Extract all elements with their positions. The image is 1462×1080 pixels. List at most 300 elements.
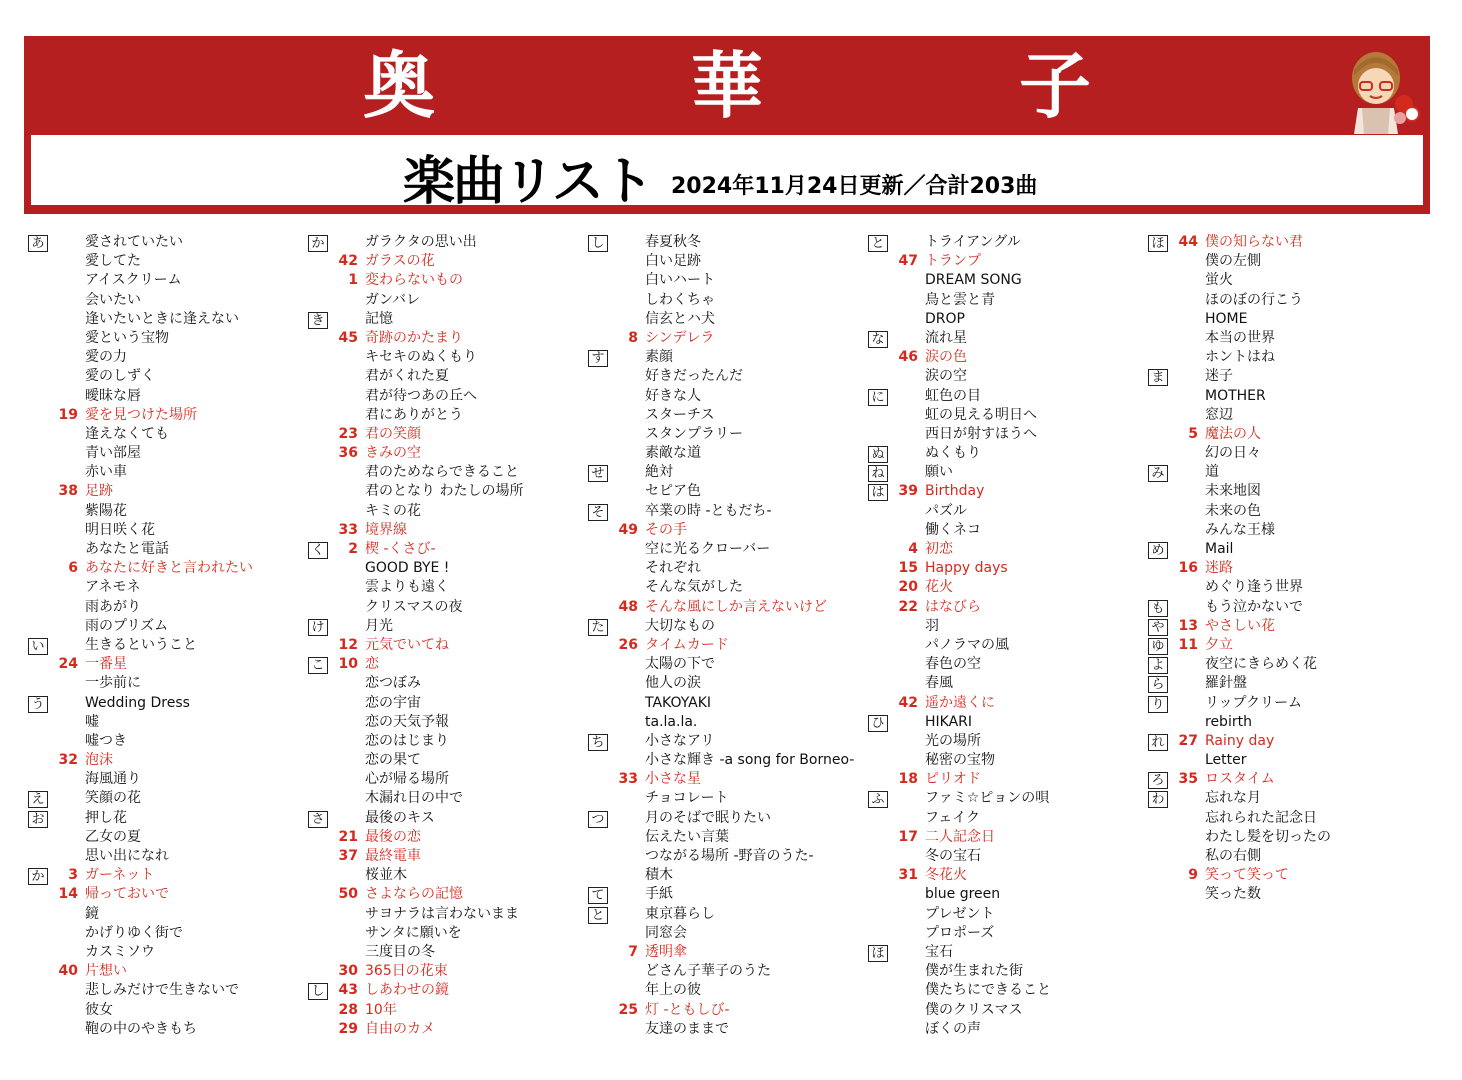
list-item (28, 233, 308, 252)
song-number: 2 (348, 541, 358, 557)
song-title: ロスタイム (1205, 771, 1275, 788)
song-title: アネモネ (85, 579, 141, 596)
list-item (868, 847, 1148, 866)
song-title: 楔 -くさび- (365, 541, 436, 557)
list-item (588, 252, 868, 271)
song-title: 笑って笑って (1205, 867, 1289, 884)
kana-index: よ (1148, 657, 1168, 674)
song-column (588, 233, 868, 1039)
song-number: 44 (1178, 234, 1198, 250)
song-title: 心が帰る場所 (365, 771, 449, 788)
kana-index: ろ (1148, 772, 1168, 789)
list-item (868, 636, 1148, 655)
song-title: 白いハート (645, 272, 715, 289)
list-item (28, 751, 308, 770)
kana-index: ひ (868, 715, 888, 732)
song-title: 手紙 (645, 886, 673, 903)
song-title: サンタに願いを (365, 924, 462, 941)
list-item (588, 674, 868, 693)
list-item (868, 674, 1148, 693)
list-item (588, 655, 868, 674)
song-title: 遥か遠くに (925, 694, 995, 711)
song-number: 17 (898, 828, 918, 845)
list-item (868, 329, 1148, 348)
song-title: 僕のクリスマス (925, 1001, 1023, 1018)
song-number: 49 (618, 521, 638, 538)
song-number: 6 (68, 560, 78, 577)
list-item (588, 789, 868, 808)
list-item (868, 751, 1148, 770)
song-title: 冬花火 (925, 867, 967, 884)
list-item (308, 847, 588, 866)
song-number: 39 (898, 483, 918, 500)
list-item (308, 713, 588, 732)
song-title: GOOD BYE ! (365, 560, 450, 577)
song-title: 愛を見つけた場所 (85, 406, 197, 423)
song-number: 33 (618, 771, 638, 788)
list-item (308, 770, 588, 789)
list-item (308, 885, 588, 904)
list-item (308, 809, 588, 828)
song-number: 26 (618, 636, 638, 653)
list-item (588, 387, 868, 406)
song-number: 48 (618, 598, 638, 615)
kana-index: こ (308, 657, 328, 674)
song-title: 友達のままで (645, 1020, 729, 1037)
list-item (588, 636, 868, 655)
list-item (308, 406, 588, 425)
list-item (28, 329, 308, 348)
song-title: めぐり逢う世界 (1205, 579, 1303, 596)
kana-index: か (308, 235, 328, 252)
song-title: 恋のはじまり (365, 732, 449, 749)
list-item (868, 252, 1148, 271)
list-item (308, 866, 588, 885)
song-column (1148, 233, 1428, 905)
song-title: 足跡 (85, 483, 113, 500)
list-item (868, 233, 1148, 252)
song-title: 伝えたい言葉 (645, 828, 729, 845)
song-title: 白い足跡 (645, 253, 701, 270)
song-title: 雨あがり (85, 598, 141, 615)
song-title: rebirth (1205, 713, 1252, 730)
song-number: 7 (628, 943, 638, 960)
song-number: 25 (618, 1001, 638, 1018)
song-title: 記憶 (365, 310, 393, 327)
song-title: 同窓会 (645, 924, 687, 941)
list-item (868, 271, 1148, 290)
song-title: しわくちゃ (645, 291, 715, 308)
song-title: 春風 (925, 675, 953, 692)
song-title: Wedding Dress (85, 694, 190, 711)
list-item (1148, 291, 1428, 310)
song-number: 50 (338, 886, 358, 903)
list-item (28, 1001, 308, 1020)
kana-index: つ (588, 811, 608, 828)
song-title: 光の場所 (925, 732, 981, 749)
list-item (588, 1001, 868, 1020)
song-title: ぼくの声 (925, 1020, 981, 1037)
list-item (1148, 444, 1428, 463)
song-title: 忘れな月 (1205, 790, 1261, 807)
song-title: 信玄とハ犬 (645, 310, 715, 327)
list-item (28, 252, 308, 271)
song-title: タイムカード (645, 636, 729, 653)
song-number: 42 (898, 694, 918, 711)
list-item (1148, 463, 1428, 482)
song-title: パズル (925, 502, 967, 519)
list-item (868, 598, 1148, 617)
list-item (1148, 310, 1428, 329)
song-title: 奇跡のかたまり (365, 329, 463, 346)
song-title: 未来の色 (1205, 502, 1261, 519)
song-column (28, 233, 308, 1039)
song-title: 迷路 (1205, 560, 1233, 577)
song-title: シンデレラ (645, 329, 715, 346)
song-title: やさしい花 (1205, 617, 1275, 634)
song-title: 私の右側 (1205, 848, 1261, 864)
song-number: 19 (58, 406, 78, 423)
list-item (588, 732, 868, 751)
list-item (588, 905, 868, 924)
song-title: 虹の見える明日へ (925, 406, 1037, 423)
list-item (28, 367, 308, 386)
song-title: 夜空にきらめく花 (1205, 656, 1317, 673)
list-item (588, 444, 868, 463)
song-title: 僕たちにできること (925, 982, 1051, 999)
song-title: ピリオド (925, 771, 981, 788)
song-title: 初恋 (925, 541, 953, 557)
list-item (28, 789, 308, 808)
list-item (308, 636, 588, 655)
list-item (308, 905, 588, 924)
list-item (868, 387, 1148, 406)
song-title: 道 (1205, 464, 1219, 481)
list-item (1148, 809, 1428, 828)
list-item (28, 924, 308, 943)
song-title: 逢いたいときに逢えない (85, 310, 239, 327)
header-banner (24, 36, 1430, 214)
song-title: 笑った数 (1205, 886, 1261, 903)
song-title: 帰っておいで (85, 886, 169, 903)
list-item (308, 617, 588, 636)
list-item (308, 252, 588, 271)
list-item (28, 310, 308, 329)
song-title: 笑顔の花 (85, 790, 141, 807)
song-title: 最終電車 (365, 848, 421, 864)
list-item (28, 981, 308, 1000)
song-title: わたし髪を切ったの (1205, 828, 1331, 845)
list-item (1148, 770, 1428, 789)
list-item (308, 1020, 588, 1039)
song-title: 会いたい (85, 291, 141, 308)
song-title: 愛されていたい (85, 234, 183, 250)
kana-index: も (1148, 600, 1168, 617)
kana-index: ほ (1148, 235, 1168, 252)
song-title: 魔法の人 (1205, 425, 1261, 442)
list-item (588, 809, 868, 828)
kana-index: く (308, 542, 328, 559)
list-item (308, 789, 588, 808)
list-item (28, 905, 308, 924)
list-item (588, 981, 868, 1000)
song-title: 赤い車 (85, 464, 127, 481)
list-item (588, 847, 868, 866)
list-item (588, 406, 868, 425)
song-title: 他人の涙 (645, 675, 701, 692)
list-item (1148, 828, 1428, 847)
song-title: はなびら (925, 598, 981, 615)
list-item (308, 655, 588, 674)
list-item (308, 598, 588, 617)
list-item (28, 809, 308, 828)
kana-index: ま (1148, 369, 1168, 386)
list-item (588, 943, 868, 962)
list-item (588, 482, 868, 501)
song-title: 元気でいてね (365, 636, 449, 653)
song-title: 泡沫 (85, 752, 113, 769)
list-item (1148, 847, 1428, 866)
list-item (28, 713, 308, 732)
list-item (868, 521, 1148, 540)
song-title: 嘘つき (85, 732, 127, 749)
kana-index: い (28, 638, 48, 655)
list-item (1148, 732, 1428, 751)
list-item (28, 463, 308, 482)
song-title: 月のそばで眠りたい (645, 809, 771, 826)
song-title: 年上の彼 (645, 982, 701, 999)
kana-index: ち (588, 734, 608, 751)
kana-index: き (308, 312, 328, 329)
list-item (308, 521, 588, 540)
list-item (588, 1020, 868, 1039)
song-title: HOME (1205, 310, 1248, 327)
list-item (868, 617, 1148, 636)
song-title: 愛という宝物 (85, 329, 169, 346)
song-number: 33 (338, 521, 358, 538)
list-item (308, 540, 588, 559)
list-item (868, 809, 1148, 828)
list-item (28, 406, 308, 425)
song-title: 君がくれた夏 (365, 368, 449, 385)
song-number: 5 (1188, 425, 1198, 442)
song-title: 君が待つあの丘へ (365, 387, 477, 404)
song-title: MOTHER (1205, 387, 1266, 404)
song-title: どさん子華子のうた (645, 963, 771, 980)
song-title: しあわせの鏡 (365, 982, 449, 999)
list-item (588, 329, 868, 348)
list-item (588, 291, 868, 310)
kana-index: ふ (868, 791, 888, 808)
list-item (28, 425, 308, 444)
kana-index: み (1148, 465, 1168, 482)
song-number: 8 (628, 329, 638, 346)
list-item (308, 463, 588, 482)
song-number: 46 (898, 349, 918, 366)
list-item (588, 463, 868, 482)
list-item (588, 694, 868, 713)
list-item (308, 1001, 588, 1020)
song-title: キミの花 (365, 502, 421, 519)
page-title: 楽曲リスト (403, 152, 652, 212)
song-title: 涙の色 (925, 349, 967, 366)
song-title: 流れ星 (925, 329, 967, 346)
song-title: Mail (1205, 541, 1234, 557)
list-item (868, 482, 1148, 501)
song-title: 蛍火 (1205, 272, 1233, 289)
list-item (868, 348, 1148, 367)
song-title: キセキのぬくもり (365, 349, 477, 366)
list-item (588, 425, 868, 444)
kana-index: お (28, 811, 48, 828)
list-item (308, 924, 588, 943)
list-item (868, 444, 1148, 463)
song-title: 恋つぼみ (365, 675, 421, 692)
song-number: 21 (338, 828, 358, 845)
song-title: 小さなアリ (645, 732, 715, 749)
list-item (28, 521, 308, 540)
kana-index: に (868, 389, 888, 406)
song-number: 47 (898, 253, 918, 270)
list-item (1148, 617, 1428, 636)
song-number: 22 (898, 598, 918, 615)
kana-index: て (588, 887, 608, 904)
kana-index: け (308, 619, 328, 636)
list-item (308, 962, 588, 981)
song-title: 涙の空 (925, 368, 967, 385)
song-title: 海風通り (85, 771, 141, 788)
list-item (868, 694, 1148, 713)
list-item (868, 463, 1148, 482)
list-item (28, 578, 308, 597)
song-title: そんな気がした (645, 579, 743, 596)
kana-index: と (868, 235, 888, 252)
song-title: きみの空 (365, 445, 421, 462)
song-title: 夕立 (1205, 636, 1233, 653)
song-title: 灯 -ともしび- (645, 1001, 730, 1018)
list-item (28, 482, 308, 501)
song-title: その手 (645, 521, 687, 538)
song-number: 42 (338, 253, 358, 270)
kana-index: ね (868, 465, 888, 482)
song-title: プレゼント (925, 905, 995, 922)
song-number: 16 (1178, 560, 1198, 577)
list-item (28, 694, 308, 713)
song-number: 18 (898, 771, 918, 788)
song-title: 東京暮らし (645, 905, 715, 922)
list-item (28, 885, 308, 904)
song-title: リップクリーム (1205, 694, 1303, 711)
song-title: 境界線 (365, 521, 407, 538)
song-title: 空に光るクローバー (645, 541, 771, 557)
list-item (868, 655, 1148, 674)
song-title: Letter (1205, 752, 1247, 769)
list-item (308, 329, 588, 348)
list-item (868, 789, 1148, 808)
song-number: 3 (68, 867, 78, 884)
list-item (1148, 406, 1428, 425)
list-item (868, 828, 1148, 847)
song-title: 君にありがとう (365, 406, 463, 423)
list-item (868, 885, 1148, 904)
list-item (588, 310, 868, 329)
song-title: 君のとなり わたしの場所 (365, 483, 524, 500)
song-title: クリスマスの夜 (365, 598, 463, 615)
song-title: 愛してた (85, 253, 141, 270)
song-title: パノラマの風 (925, 636, 1009, 653)
kana-index: ほ (868, 945, 888, 962)
song-title: あなたに好きと言われたい (85, 560, 253, 577)
song-title: Happy days (925, 560, 1008, 577)
song-number: 31 (898, 867, 918, 884)
kana-index: な (868, 331, 888, 348)
list-item (308, 291, 588, 310)
list-item (1148, 598, 1428, 617)
song-number: 36 (338, 445, 358, 462)
song-title: ファミ☆ピョンの唄 (925, 790, 1050, 807)
song-title: 素顔 (645, 349, 673, 366)
song-title: あなたと電話 (85, 541, 169, 557)
song-title: 幻の日々 (1205, 445, 1261, 462)
list-item (28, 770, 308, 789)
kana-index: か (28, 868, 48, 885)
list-item (588, 521, 868, 540)
song-title: みんな王様 (1205, 521, 1275, 538)
list-item (868, 502, 1148, 521)
list-item (308, 444, 588, 463)
list-item (308, 233, 588, 252)
list-item (868, 367, 1148, 386)
list-item (868, 981, 1148, 1000)
song-title: 透明傘 (645, 943, 687, 960)
song-title: 鳥と雲と青 (925, 291, 995, 308)
list-item (1148, 387, 1428, 406)
song-title: 月光 (365, 617, 393, 634)
song-title: セピア色 (645, 483, 701, 500)
song-number: 38 (58, 483, 78, 500)
list-item (308, 828, 588, 847)
list-item (308, 559, 588, 578)
list-item (588, 540, 868, 559)
song-number: 29 (338, 1020, 358, 1037)
song-title: 自由のカメ (365, 1020, 435, 1037)
song-title: つながる場所 -野音のうた- (645, 848, 814, 864)
song-title: 愛のしずく (85, 368, 155, 385)
list-item (308, 502, 588, 521)
list-item (1148, 559, 1428, 578)
song-title: 卒業の時 -ともだち- (645, 502, 772, 519)
list-item (308, 387, 588, 406)
song-title: 花火 (925, 579, 953, 596)
song-number: 45 (338, 329, 358, 346)
song-title: 桜並木 (365, 867, 407, 884)
song-title: 小さな輝き -a song for Borneo- (645, 752, 855, 769)
kana-index: え (28, 791, 48, 808)
kana-index: や (1148, 619, 1168, 636)
song-title: もう泣かないで (1205, 598, 1303, 615)
list-item (308, 271, 588, 290)
song-title: さよならの記憶 (365, 886, 463, 903)
song-number: 10 (338, 656, 358, 673)
song-title: ガラスの花 (365, 253, 435, 270)
song-title: 迷子 (1205, 368, 1233, 385)
song-title: 小さな星 (645, 771, 701, 788)
list-item (868, 1001, 1148, 1020)
list-item (588, 559, 868, 578)
song-title: 彼女 (85, 1001, 113, 1018)
list-item (1148, 233, 1428, 252)
list-item (588, 233, 868, 252)
